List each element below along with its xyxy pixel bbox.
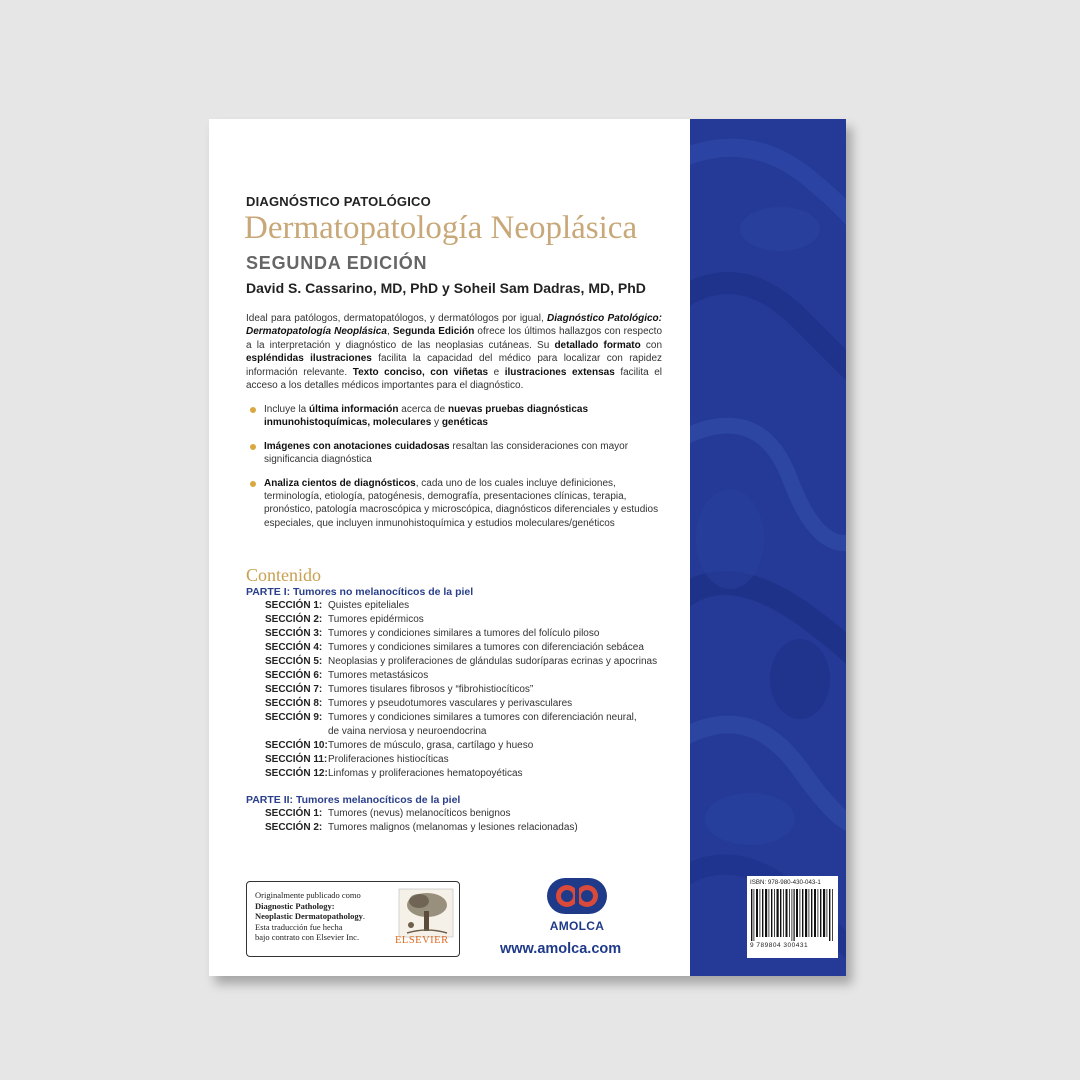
isbn-label: ISBN: 978-980-430-043-1 <box>750 879 821 886</box>
section-row <box>265 753 685 767</box>
bullet-dot-icon <box>250 481 256 487</box>
feature-list <box>246 403 666 540</box>
feature-item <box>246 477 666 531</box>
blue-texture-panel <box>690 119 846 976</box>
part-1-heading: PARTE I: Tumores no melanocíticos de la piel <box>246 586 474 598</box>
isbn-barcode <box>747 876 838 958</box>
original-title-line: Diagnostic Pathology: <box>255 900 335 911</box>
section-row <box>265 807 685 821</box>
intro-text-5: e <box>488 366 505 378</box>
credit-punct: . <box>362 911 366 922</box>
section-row <box>265 683 685 697</box>
section-row <box>265 613 685 627</box>
intro-text-1: Ideal para patólogos, dermatopatólogos, y dermatólogos por igual, <box>246 313 548 324</box>
section-row <box>265 599 685 613</box>
section-name: Tumores malignos (melanomas y lesiones relacionadas) <box>328 822 578 833</box>
section-row-continued <box>265 725 685 739</box>
part-2-sections <box>265 807 685 835</box>
section-number: SECCIÓN 11: <box>265 754 328 765</box>
amolca-logo-icon <box>545 876 609 916</box>
intro-bold-3: espléndidas ilustraciones <box>246 353 372 365</box>
section-row <box>265 697 685 711</box>
section-name: Neoplasias y proliferaciones de glándulas sudoríparas ecrinas y apocrinas <box>328 656 658 667</box>
section-row <box>265 669 685 683</box>
section-name: Tumores y condiciones similares a tumores con diferenciación sebácea <box>328 642 644 653</box>
section-number: SECCIÓN 1: <box>265 808 323 819</box>
section-row <box>265 655 685 669</box>
section-number: SECCIÓN 3: <box>265 628 323 639</box>
intro-bold-2: detallado formato <box>554 339 641 351</box>
section-number: SECCIÓN 10: <box>265 740 328 751</box>
credit-text <box>255 890 395 943</box>
section-row <box>265 711 685 725</box>
feature-bold: última información <box>309 404 399 415</box>
book-title: Dermatopatología Neoplásica <box>244 210 638 246</box>
feature-text: y <box>431 417 442 429</box>
intro-text-3: con <box>640 339 663 351</box>
amolca-wordmark: AMOLCA <box>549 919 605 933</box>
barcode-digits: 9 789804 300431 <box>750 942 809 949</box>
original-title-line: Neoplastic Dermatopathology <box>255 911 363 922</box>
feature-bold: genéticas <box>441 417 488 429</box>
section-name: Tumores y pseudotumores vasculares y perivasculares <box>328 698 573 709</box>
section-number: SECCIÓN 6: <box>265 670 323 681</box>
section-number: SECCIÓN 2: <box>265 614 323 625</box>
section-row <box>265 627 685 641</box>
intro-edition-bold: Segunda Edición <box>392 326 475 338</box>
section-number: SECCIÓN 9: <box>265 712 323 723</box>
section-number: SECCIÓN 7: <box>265 684 323 695</box>
feature-bold: nuevas pruebas diagnósticas inmunohistoquímicas, moleculares <box>264 404 589 429</box>
feature-text: resaltan las consideraciones con mayor significancia diagnóstica <box>264 440 629 466</box>
section-name-continued: de vaina nerviosa y neuroendocrina <box>328 726 487 737</box>
feature-text: acerca de <box>398 404 448 415</box>
credit-line: bajo contrato con Elsevier Inc. <box>255 932 360 943</box>
section-name: Tumores y condiciones similares a tumores con diferenciación neural, <box>328 712 637 723</box>
section-number: SECCIÓN 2: <box>265 822 323 833</box>
credit-line: Esta traducción fue hecha <box>255 921 343 932</box>
intro-text-6: facilita el acceso a los detalles médicos importantes para el diagnóstico. <box>246 366 662 392</box>
intro-text-4: facilita la capacidad del médico para localizar con rapidez información relevante. <box>246 353 663 378</box>
feature-bold: Imágenes con anotaciones cuidadosas <box>264 440 450 452</box>
section-name: Tumores metastásicos <box>328 670 429 681</box>
series-kicker: DIAGNÓSTICO PATOLÓGICO <box>246 194 431 209</box>
original-edition-credit <box>246 881 460 957</box>
section-number: SECCIÓN 4: <box>265 642 323 653</box>
feature-bold: Analiza cientos de diagnósticos <box>264 477 416 489</box>
section-row <box>265 739 685 753</box>
section-name: Linfomas y proliferaciones hematopoyéticas <box>328 768 523 779</box>
section-number: SECCIÓN 12: <box>265 768 328 779</box>
part-1-sections <box>265 599 685 781</box>
credit-line: Originalmente publicado como <box>255 890 361 900</box>
section-name: Tumores (nevus) melanocíticos benignos <box>328 808 511 819</box>
barcode-icon <box>750 889 835 941</box>
elsevier-wordmark: ELSEVIER <box>395 935 449 946</box>
intro-text-2: ofrece los últimos hallazgos con respecto a la interpretación y diagnóstico de las neoplasias cutáneas. Su <box>246 326 663 351</box>
bullet-dot-icon <box>250 444 256 450</box>
edition-label: SEGUNDA EDICIÓN <box>246 253 428 273</box>
part-2-heading: PARTE II: Tumores melanocíticos de la piel <box>246 794 461 806</box>
section-row <box>265 767 685 781</box>
intro-paragraph <box>246 312 662 392</box>
book-back-cover <box>209 119 846 976</box>
section-number: SECCIÓN 8: <box>265 698 323 709</box>
feature-text: Incluye la <box>264 404 310 415</box>
section-number: SECCIÓN 1: <box>265 600 323 611</box>
intro-title-italic: Diagnóstico Patológico: Dermatopatología Neoplásica <box>246 313 663 338</box>
feature-text: , cada uno de los cuales incluye definiciones, terminología, etiología, patogénesis, demografía, presentaciones clínicas, terapia, pronóstico, patología macroscópica y microscópica, diagnósticos diferenciales y estudios especiales, que incluyen inmunohistoquímica y estudios moleculares/genéticos <box>264 477 659 529</box>
section-name: Tumores de músculo, grasa, cartílago y hueso <box>328 740 534 751</box>
section-name: Tumores y condiciones similares a tumores del folículo piloso <box>328 628 600 639</box>
intro-bold-4: Texto conciso, con viñetas <box>352 366 489 378</box>
contents-heading: Contenido <box>246 565 321 585</box>
section-number: SECCIÓN 5: <box>265 656 323 667</box>
section-name: Tumores epidérmicos <box>328 614 424 625</box>
intro-bold-5: ilustraciones extensas <box>504 366 615 378</box>
publisher-url[interactable]: www.amolca.com <box>500 941 622 957</box>
section-row <box>265 641 685 655</box>
authors: David S. Cassarino, MD, PhD y Soheil Sam Dadras, MD, PhD <box>246 280 646 296</box>
section-row <box>265 821 685 835</box>
feature-item <box>246 403 666 430</box>
intro-sep: , <box>386 326 393 338</box>
bullet-dot-icon <box>250 407 256 413</box>
section-name: Quistes epiteliales <box>328 600 410 611</box>
feature-item <box>246 440 666 467</box>
section-name: Tumores tisulares fibrosos y “fibrohistiocíticos” <box>328 684 534 695</box>
section-name: Proliferaciones histiocíticas <box>328 754 449 765</box>
section-number-spacer <box>265 725 328 739</box>
